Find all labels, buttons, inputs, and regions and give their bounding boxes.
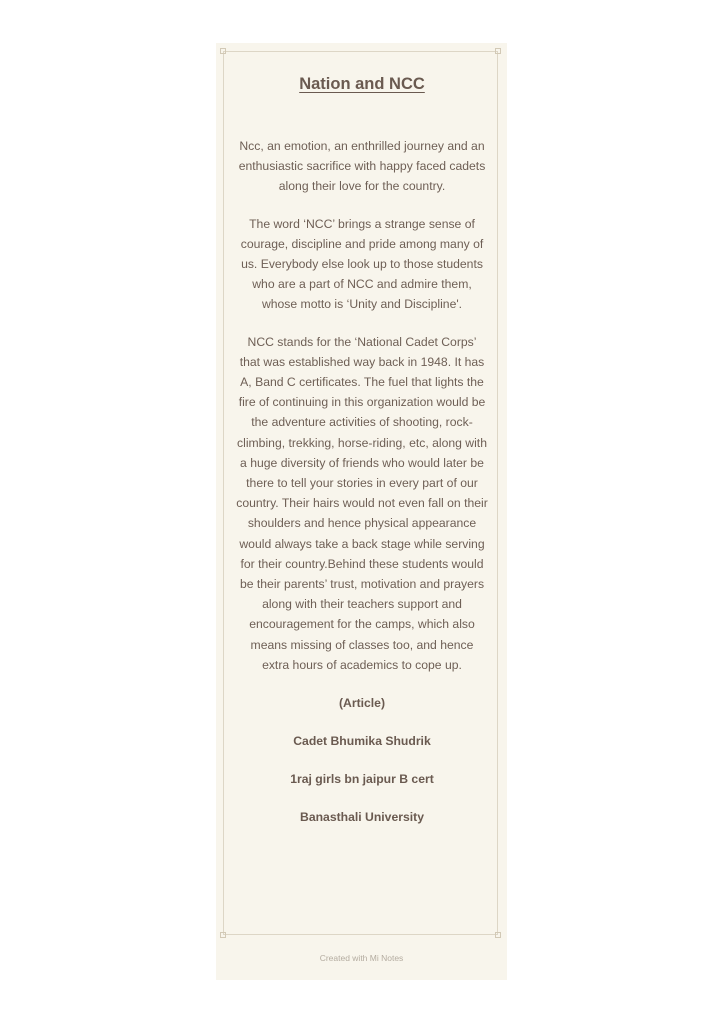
author-institution: Banasthali University	[300, 810, 424, 825]
note-card	[216, 43, 507, 980]
frame-corner-ornament	[220, 932, 226, 938]
paragraph-history: NCC stands for the ‘National Cadet Corps’ that was established way back in 1948. It has A, Band C certificates. The fuel that lights the fire of continuing in this organization would be the adventure activities of shooting, rock-climbing, trekking, horse-riding, etc, along with a huge diversity of friends who would later be there to tell your stories in every part of our country. Their hairs would not even fall on their shoulders and hence physical appearance would always take a back stage while serving for their country.Behind these students would be their parents’ trust, motivation and prayers along with their teachers support and encouragement for the camps, which also means missing of classes too, and hence extra hours of academics to cope up.	[236, 334, 488, 672]
author-name: Cadet Bhumika Shudrik	[293, 734, 431, 749]
app-watermark: Created with Mi Notes	[319, 953, 404, 963]
note-content	[236, 75, 488, 827]
paragraph-meaning: The word ‘NCC’ brings a strange sense of courage, discipline and pride among many of us. Everybody else look up to those students who are a part of NCC and admire them, whose motto is ‘Unity and Discipline'.	[240, 216, 484, 312]
frame-corner-ornament	[220, 48, 226, 54]
paragraph-intro: Ncc, an emotion, an enthrilled journey and an enthusiastic sacrifice with happy faced cadets along their love for the country.	[238, 139, 486, 194]
note-title: Nation and NCC	[299, 75, 425, 93]
frame-corner-ornament	[495, 48, 501, 54]
author-unit: 1raj girls bn jaipur B cert	[290, 772, 434, 787]
article-type-label: (Article)	[338, 696, 386, 711]
frame-corner-ornament	[495, 932, 501, 938]
